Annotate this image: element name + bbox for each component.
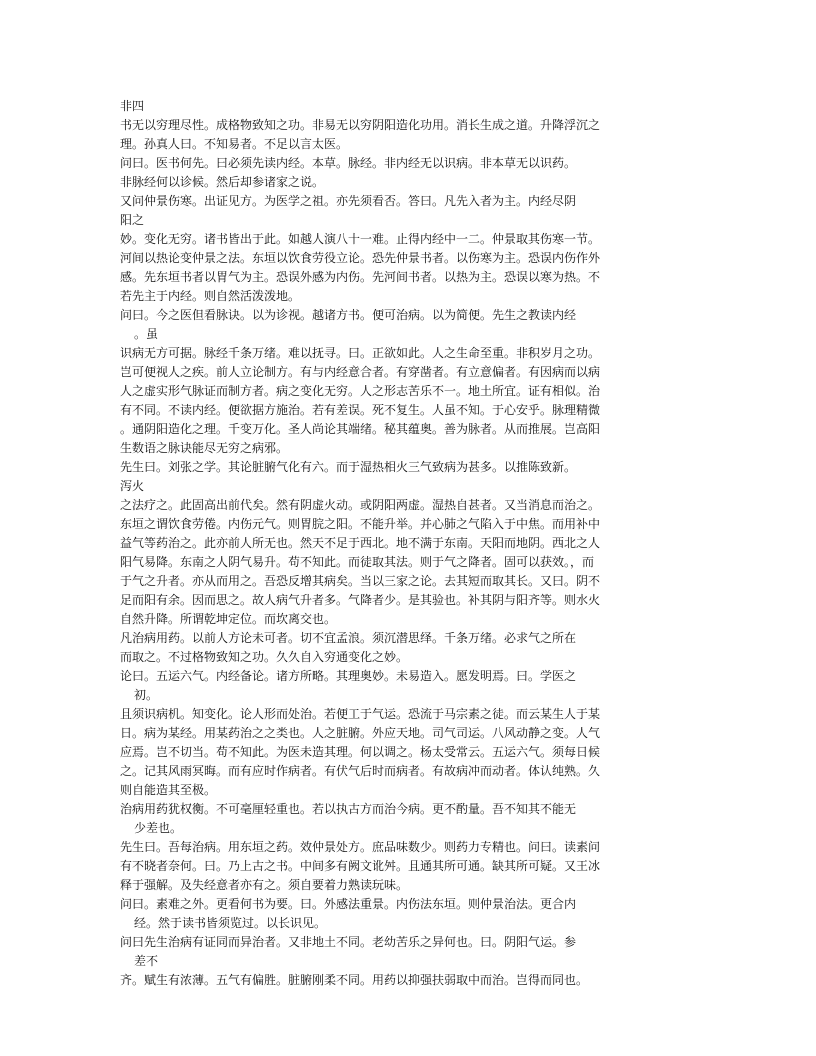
text-line: 生数语之脉诀能尽无穷之病邪。: [120, 441, 289, 455]
text-line: 而取之。不过格物致知之功。久久自入穷通变化之妙。: [120, 650, 409, 664]
text-line: 感。先东垣书者以胃气为主。恐误外感为内伤。先河间书者。以热为主。恐误以寒为热。不: [120, 270, 601, 284]
text-line: 阳之: [120, 213, 145, 227]
text-line: 若先主于内经。则自然活泼泼地。: [120, 289, 301, 303]
text-line: 问曰。素难之外。更看何书为要。曰。外感法重景。内伤法东垣。则仲景治法。更合内: [120, 897, 577, 911]
text-line: 齐。赋生有浓薄。五气有偏胜。脏腑刚柔不同。用药以抑强扶弱取中而治。岂得而同也。: [120, 973, 589, 987]
text-line: 应焉。岂不切当。苟不知此。为医未造其理。何以调之。杨太受常云。五运六气。须每日候: [120, 745, 601, 759]
text-line: 河间以热论变仲景之法。东垣以饮食劳役立论。恐先仲景书者。以伤寒为主。恐误内伤作外: [120, 251, 601, 265]
text-line: 释于强解。及失经意者亦有之。须自要着力熟读玩味。: [120, 878, 409, 892]
document-page: [120, 97, 696, 990]
text-line: 先生曰。刘张之学。其论脏腑气化有六。而于湿热相火三气致病为甚多。以推陈致新。: [120, 460, 577, 474]
text-line: 之。记其风雨冥晦。而有应时作病者。有伏气后时而病者。有故病冲而动者。体认纯熟。久: [120, 764, 601, 778]
text-line: 问曰先生治病有证同而异治者。又非地土不同。老幼苦乐之异何也。曰。阴阳气运。参: [120, 935, 577, 949]
text-line: 有不同。不读内经。便欲据方施治。若有差误。死不复生。人虽不知。于心安乎。脉理精微: [120, 403, 601, 417]
text-line: 识病无方可据。脉经千条万绪。难以抚寻。曰。正欲如此。人之生命至重。非积岁月之功。: [120, 346, 601, 360]
text-line: 差不: [134, 954, 159, 968]
text-line: 书无以穷理尽性。成格物致知之功。非易无以穷阴阳造化功用。消长生成之道。升降浮沉之: [120, 118, 601, 132]
text-line: 且须识病机。知变化。论人形而处治。若便工于气运。恐流于马宗素之徒。而云某生人于某: [120, 707, 601, 721]
section-heading: 非四: [120, 99, 145, 113]
text-line: 东垣之谓饮食劳倦。内伤元气。则胃脘之阳。不能升举。并心肺之气陷入于中焦。而用补中: [120, 517, 601, 531]
text-line: 。虽: [134, 327, 159, 341]
text-line: 又问仲景伤寒。出证见方。为医学之祖。亦先须看否。答曰。凡先入者为主。内经尽阴: [120, 194, 577, 208]
text-line: 日。病为某经。用某药治之之类也。人之脏腑。外应天地。司气司运。八风动静之变。人气: [120, 726, 601, 740]
text-line: 理。孙真人曰。不知易者。不足以言太医。: [120, 137, 349, 151]
text-line: 治病用药犹权衡。不可毫厘轻重也。若以执古方而治今病。更不酌量。吾不知其不能无: [120, 802, 577, 816]
text-line: 阳气易降。东南之人阴气易升。苟不知此。而徒取其法。则于气之降者。固可以获效。，而: [120, 555, 595, 569]
text-line: 之法疗之。此固高出前代矣。然有阴虚火动。或阴阳两虚。湿热自甚者。又当消息而治之。: [120, 498, 601, 512]
text-line: 人之虚实形气脉证而制方者。病之变化无穷。人之形志苦乐不一。地土所宜。证有相似。治: [120, 384, 601, 398]
text-line: 有不晓者奈何。曰。乃上古之书。中间多有阙文讹舛。且通其所可通。缺其所可疑。又王冰: [120, 859, 601, 873]
text-line: 非脉经何以诊候。然后却参诸家之说。: [120, 175, 325, 189]
text-line: 则自能造其至极。: [120, 783, 217, 797]
text-line: 论曰。五运六气。内经备论。诸方所略。其理奥妙。未易造入。愿发明焉。曰。学医之: [120, 669, 577, 683]
text-line: 足而阳有余。因而思之。故人病气升者多。气降者少。是其验也。补其阴与阳齐等。则水火: [120, 593, 601, 607]
text-line: 益气等药治之。此亦前人所无也。然天不足于西北。地不满于东南。天阳而地阴。西北之人: [120, 536, 601, 550]
text-line: 自然升降。所谓乾坤定位。而坎离交也。: [120, 612, 337, 626]
document-body: [120, 116, 696, 990]
text-line: 岂可便视人之疾。前人立论制方。有与内经意合者。有穿凿者。有立意偏者。有因病而以病: [120, 365, 601, 379]
text-line: 问曰。今之医但看脉诀。以为诊视。越诸方书。便可治病。以为简便。先生之教读内经: [120, 308, 577, 322]
text-line: 于气之升者。亦从而用之。吾恐反增其病矣。当以三家之论。去其短而取其长。又曰。阴不: [120, 574, 601, 588]
text-line: 初。: [134, 688, 159, 702]
text-line: 问曰。医书何先。曰必须先读内经。本草。脉经。非内经无以识病。非本草无以识药。: [120, 156, 577, 170]
text-line: 少差也。: [134, 821, 183, 835]
text-line: 经。然于读书皆须览过。以长识见。: [134, 916, 327, 930]
text-line: 泻火: [120, 479, 145, 493]
text-line: 妙。变化无穷。诸书皆出于此。如越人演八十一难。止得内经中一二。仲景取其伤寒一节。: [120, 232, 601, 246]
text-line: 凡治病用药。以前人方论未可者。切不宜孟浪。须沉潜思绎。千条万绪。必求气之所在: [120, 631, 577, 645]
text-line: 先生曰。吾每治病。用东垣之药。效仲景处方。庶品味数少。则药力专精也。问曰。读素问: [120, 840, 601, 854]
text-line: 。通阴阳造化之理。千变万化。圣人尚论其端绪。秘其蕴奥。善为脉者。从而推展。岂高阳: [120, 422, 601, 436]
